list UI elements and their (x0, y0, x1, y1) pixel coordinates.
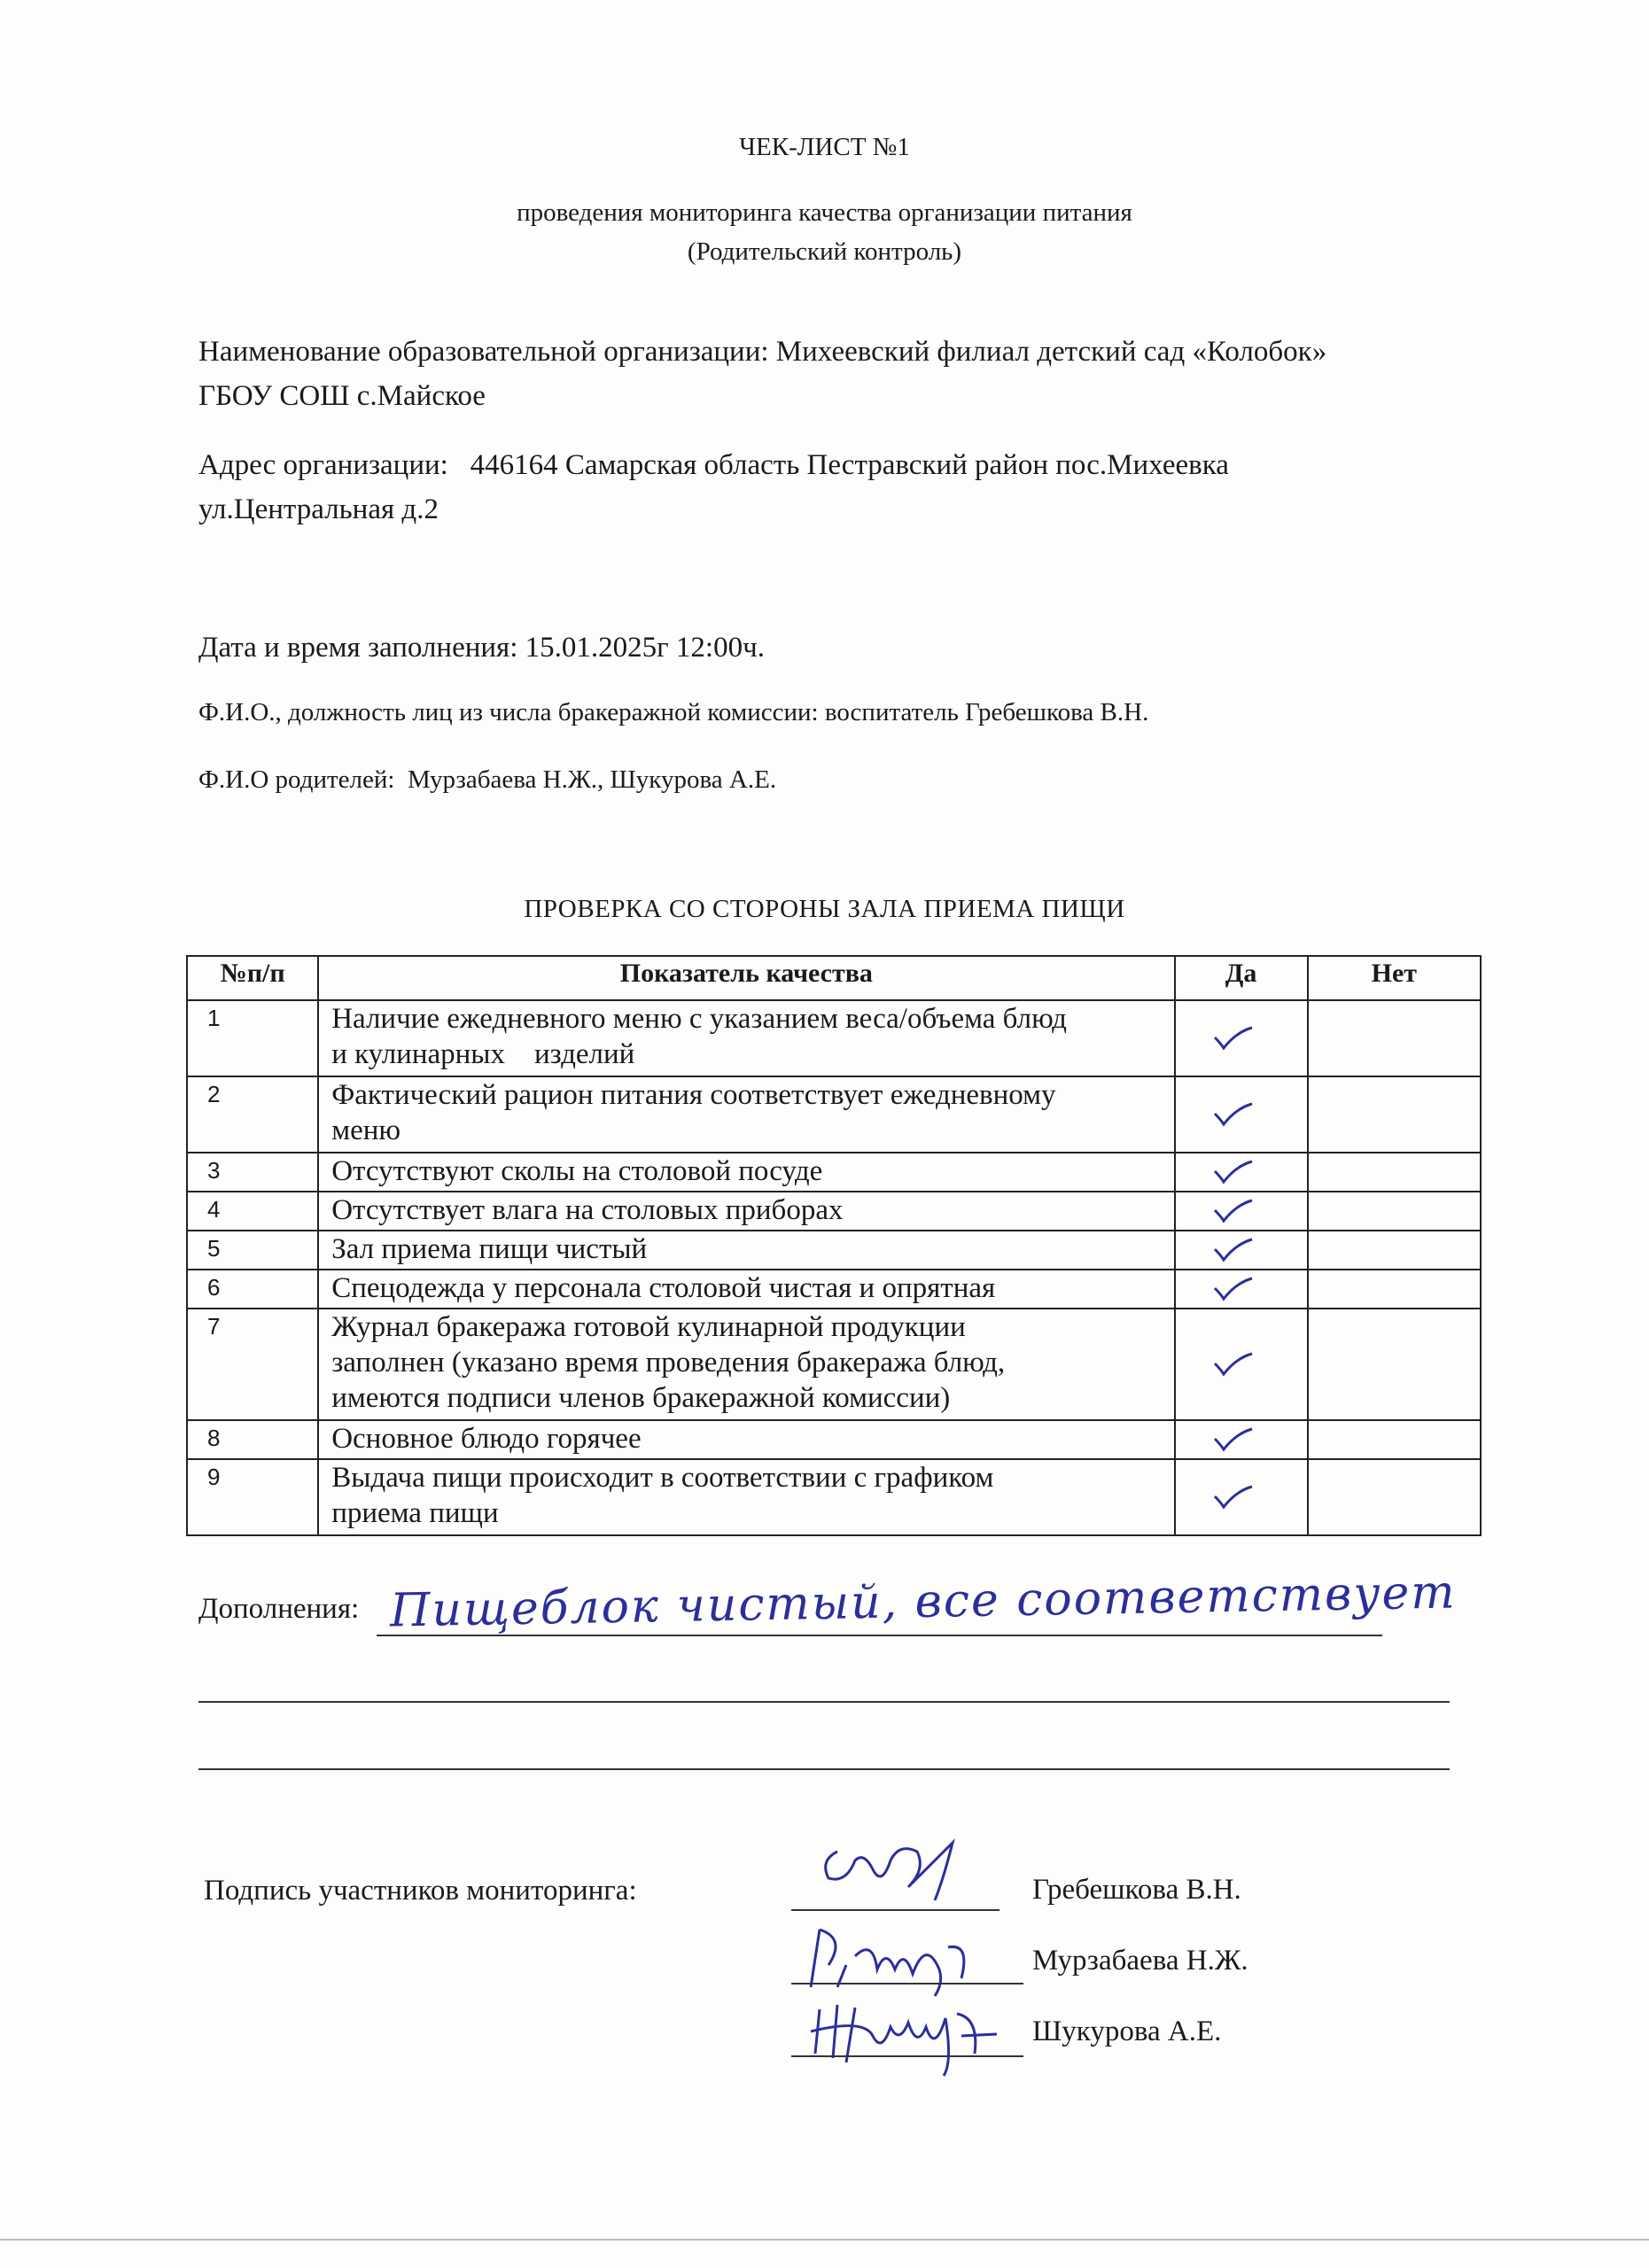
yes-cell[interactable] (1175, 1420, 1308, 1459)
row-indicator: Отсутствуют сколы на столовой посуде (318, 1153, 1174, 1192)
yes-cell[interactable] (1175, 1231, 1308, 1270)
checkmark-icon (1211, 1237, 1256, 1263)
table-row (187, 1000, 1481, 1076)
signer-2: Мурзабаева Н.Ж. (1032, 1945, 1248, 1977)
no-cell[interactable] (1308, 1459, 1481, 1535)
checkmark-icon (1211, 1276, 1256, 1302)
indicator-line: приема пищи (331, 1497, 499, 1529)
parents-names: Ф.И.О родителей: Мурзабаева Н.Ж., Шукурова А.Е. (198, 765, 777, 794)
row-num: 8 (187, 1420, 318, 1459)
header-yes: Да (1175, 956, 1308, 1000)
signature-murzabaeva (793, 1921, 1006, 2000)
header-num: №п/п (187, 956, 318, 1000)
yes-cell[interactable] (1175, 1192, 1308, 1231)
row-indicator: Спецодежда у персонала столовой чистая и опрятная (318, 1270, 1174, 1309)
table-row (187, 1309, 1481, 1420)
table-row (187, 1076, 1481, 1153)
organization-name (198, 330, 1466, 418)
yes-cell[interactable] (1175, 1459, 1308, 1535)
checkmark-icon (1211, 1426, 1256, 1453)
no-cell[interactable] (1308, 1420, 1481, 1459)
table-row (187, 1459, 1481, 1535)
checkmark-icon (1211, 1198, 1256, 1224)
no-cell[interactable] (1308, 1231, 1481, 1270)
additions-line-2[interactable] (198, 1701, 1450, 1703)
signature-grebeshkova (802, 1825, 997, 1914)
row-indicator (318, 1459, 1174, 1535)
checkmark-icon (1211, 1351, 1256, 1378)
indicator-line: Выдача пищи происходит в соответствии с графиком (331, 1462, 994, 1494)
row-num: 2 (187, 1076, 318, 1153)
indicator-line: Журнал бракеража готовой кулинарной продукции (331, 1311, 966, 1343)
row-indicator (318, 1309, 1174, 1420)
row-num: 9 (187, 1459, 318, 1535)
no-cell[interactable] (1308, 1000, 1481, 1076)
indicator-line: меню (331, 1115, 401, 1146)
table-row (187, 1420, 1481, 1459)
yes-cell[interactable] (1175, 1270, 1308, 1309)
row-num: 7 (187, 1309, 318, 1420)
organization-address (198, 443, 1466, 532)
row-num: 4 (187, 1192, 318, 1231)
table-row (187, 1153, 1481, 1192)
row-num: 6 (187, 1270, 318, 1309)
indicator-line: имеются подписи членов бракеражной комиссии) (331, 1382, 951, 1414)
address-line-1: Адрес организации: 446164 Самарская область Пестравский район пос.Михеевка (198, 449, 1229, 481)
table-row (187, 1270, 1481, 1309)
checkmark-icon (1211, 1101, 1256, 1128)
signatures-label: Подпись участников мониторинга: (204, 1875, 637, 1907)
no-cell[interactable] (1308, 1076, 1481, 1153)
subtitle-line-2: (Родительский контроль) (687, 237, 962, 266)
indicator-line: заполнен (указано время проведения бракеража блюд, (331, 1347, 1006, 1379)
row-indicator: Зал приема пищи чистый (318, 1231, 1174, 1270)
no-cell[interactable] (1308, 1309, 1481, 1420)
fill-datetime: Дата и время заполнения: 15.01.2025г 12:00ч. (198, 632, 765, 664)
address-line-2: ул.Центральная д.2 (198, 493, 439, 525)
checkmark-icon (1211, 1025, 1256, 1052)
document-title: ЧЕК-ЛИСТ №1 (739, 133, 910, 161)
no-cell[interactable] (1308, 1153, 1481, 1192)
checklist-table (186, 955, 1482, 1536)
indicator-line: Наличие ежедневного меню с указанием веса/объема блюд (331, 1003, 1067, 1035)
page-edge-line (0, 2239, 1649, 2241)
yes-cell[interactable] (1175, 1000, 1308, 1076)
row-indicator: Основное блюдо горячее (318, 1420, 1174, 1459)
row-indicator (318, 1000, 1174, 1076)
section-title: ПРОВЕРКА СО СТОРОНЫ ЗАЛА ПРИЕМА ПИЩИ (524, 895, 1125, 923)
additions-line-3[interactable] (198, 1768, 1450, 1770)
signer-3: Шукурова А.Е. (1032, 2016, 1222, 2047)
subtitle-line-1: проведения мониторинга качества организации питания (517, 198, 1132, 227)
table-header-row (187, 956, 1481, 1000)
signature-shukurova (793, 1992, 1015, 2080)
row-num: 1 (187, 1000, 318, 1076)
organization-name-line-2: ГБОУ СОШ с.Майское (198, 380, 486, 412)
signer-1: Гребешкова В.Н. (1032, 1874, 1241, 1906)
signature-line-2[interactable] (791, 1983, 1023, 1984)
header-indicator: Показатель качества (318, 956, 1174, 1000)
table-row (187, 1231, 1481, 1270)
row-indicator (318, 1076, 1174, 1153)
additions-label: Дополнения: (198, 1593, 360, 1625)
checkmark-icon (1211, 1159, 1256, 1185)
row-num: 3 (187, 1153, 318, 1192)
signature-line-1[interactable] (791, 1909, 1000, 1911)
yes-cell[interactable] (1175, 1153, 1308, 1192)
yes-cell[interactable] (1175, 1076, 1308, 1153)
yes-cell[interactable] (1175, 1309, 1308, 1420)
commission-members: Ф.И.О., должность лиц из числа бракеражной комиссии: воспитатель Гребешкова В.Н. (198, 698, 1149, 726)
additions-handwritten: Пищеблок чистый, все соответствует (389, 1565, 1458, 1638)
no-cell[interactable] (1308, 1270, 1481, 1309)
header-no: Нет (1308, 956, 1481, 1000)
indicator-line: и кулинарных изделий (331, 1038, 635, 1070)
organization-name-line-1: Наименование образовательной организации: Михеевский филиал детский сад «Колобок» (198, 336, 1327, 368)
document-subtitle (0, 193, 1649, 271)
row-num: 5 (187, 1231, 318, 1270)
row-indicator: Отсутствует влага на столовых приборах (318, 1192, 1174, 1231)
no-cell[interactable] (1308, 1192, 1481, 1231)
indicator-line: Фактический рацион питания соответствует ежедневному (331, 1079, 1056, 1111)
table-row (187, 1192, 1481, 1231)
checkmark-icon (1211, 1484, 1256, 1511)
signature-line-3[interactable] (791, 2055, 1023, 2057)
